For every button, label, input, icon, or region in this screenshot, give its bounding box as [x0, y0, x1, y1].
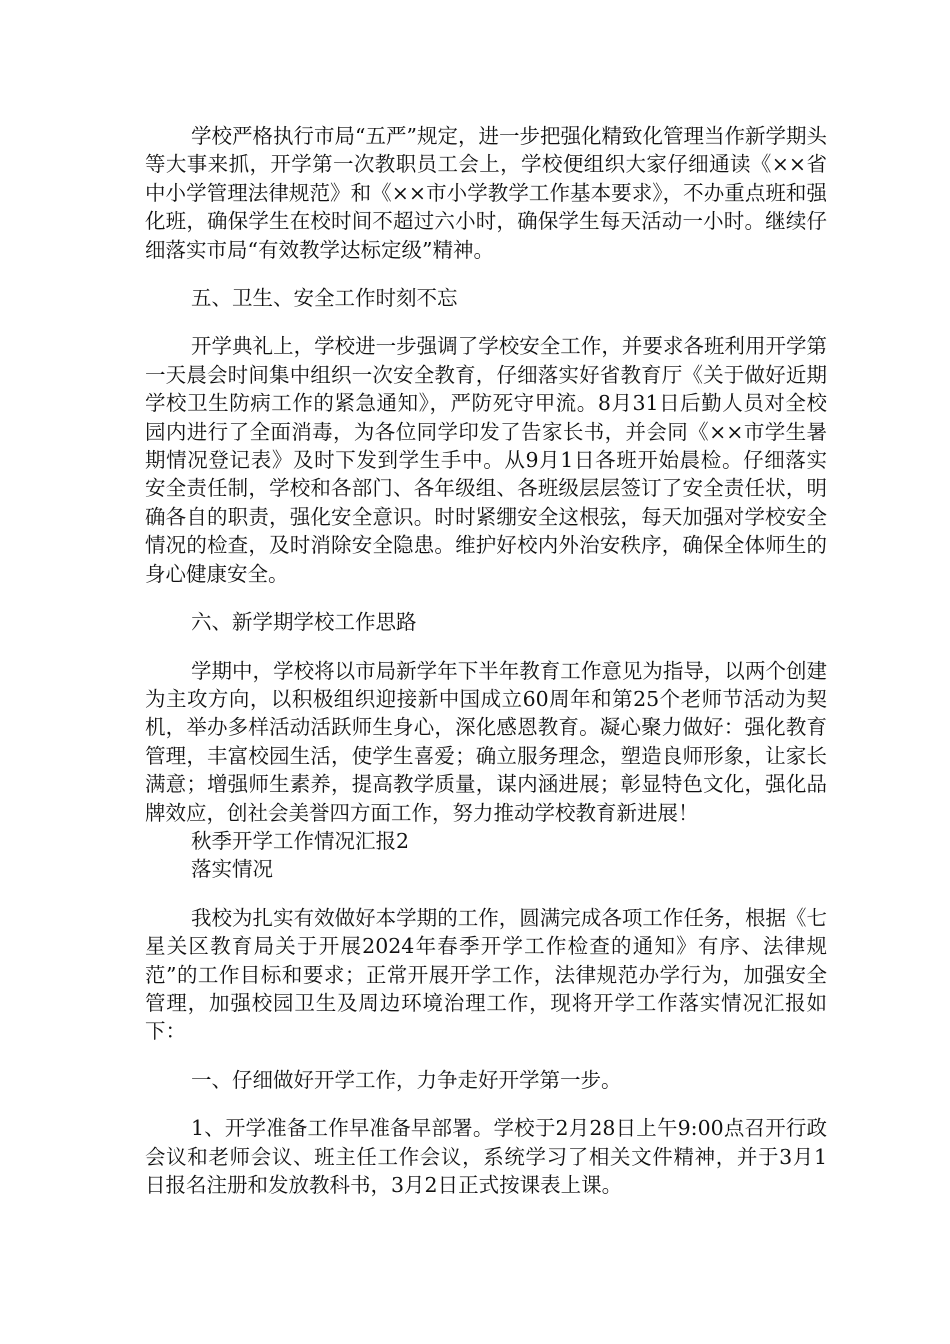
- paragraph-report-intro: 我校为扎实有效做好本学期的工作，圆满完成各项工作任务，根据《七星关区教育局关于开展2024年春季开学工作检查的通知》有序、法律规范”的工作目标和要求；正常开展开学工作，法律规范办学行为，加强安全管理，加强校园卫生及周边环境治理工作，现将开学工作落实情况汇报如下：: [145, 905, 827, 1044]
- section-heading-health-safety: 五、卫生、安全工作时刻不忘: [191, 286, 458, 311]
- subheading-implementation: 落实情况: [191, 857, 273, 882]
- document-page: [145, 122, 827, 1199]
- paragraph-safety-work: 开学典礼上，学校进一步强调了学校安全工作，并要求各班利用开学第一天晨会时间集中组织一次安全教育，仔细落实好省教育厅《关于做好近期学校卫生防病工作的紧急通知》，严防死守甲流。8月31日后勤人员对全校园内进行了全面消毒，为各位同学印发了告家长书，并会同《××市学生暑期情况登记表》及时下发到学生手中。从9月1日各班开始晨检。仔细落实安全责任制，学校和各部门、各年级组、各班级层层签订了安全责任状，明确各自的职责，强化安全意识。时时紧绷安全这根弦，每天加强对学校安全情况的检查，及时消除安全隐患。维护好校内外治安秩序，确保全体师生的身心健康安全。: [145, 334, 827, 586]
- paragraph-strict-management: 学校严格执行市局“五严”规定，进一步把强化精致化管理当作新学期头等大事来抓，开学第一次教职员工会上，学校便组织大家仔细通读《××省中小学管理法律规范》和《××市小学教学工作基本要求》，不办重点班和强化班，确保学生在校时间不超过六小时，确保学生每天活动一小时。继续仔细落实市局“有效教学达标定级”精神。: [145, 124, 827, 262]
- section-heading-opening-work: 一、仔细做好开学工作，力争走好开学第一步。: [191, 1067, 622, 1092]
- paragraph-semester-plan: 学期中，学校将以市局新学年下半年教育工作意见为指导，以两个创建为主攻方向，以积极组织迎接新中国成立60周年和第25个老师节活动为契机，举办多样活动活跃师生身心，深化感恩教育。凝心聚力做好：强化教育管理，丰富校园生活，使学生喜爱；确立服务理念，塑造良师形象，让家长满意；增强师生素养，提高教学质量，谋内涵进展；彰显特色文化，强化品牌效应，创社会美誉四方面工作，努力推动学校教育新进展！: [145, 658, 827, 825]
- report-title-2: 秋季开学工作情况汇报2: [191, 828, 410, 853]
- paragraph-preparation: 1、开学准备工作早准备早部署。学校于2月28日上午9:00点召开行政会议和老师会议、班主任工作会议，系统学习了相关文件精神，并于3月1日报名注册和发放教科书，3月2日正式按课表上课。: [145, 1116, 827, 1197]
- section-heading-work-ideas: 六、新学期学校工作思路: [191, 610, 417, 635]
